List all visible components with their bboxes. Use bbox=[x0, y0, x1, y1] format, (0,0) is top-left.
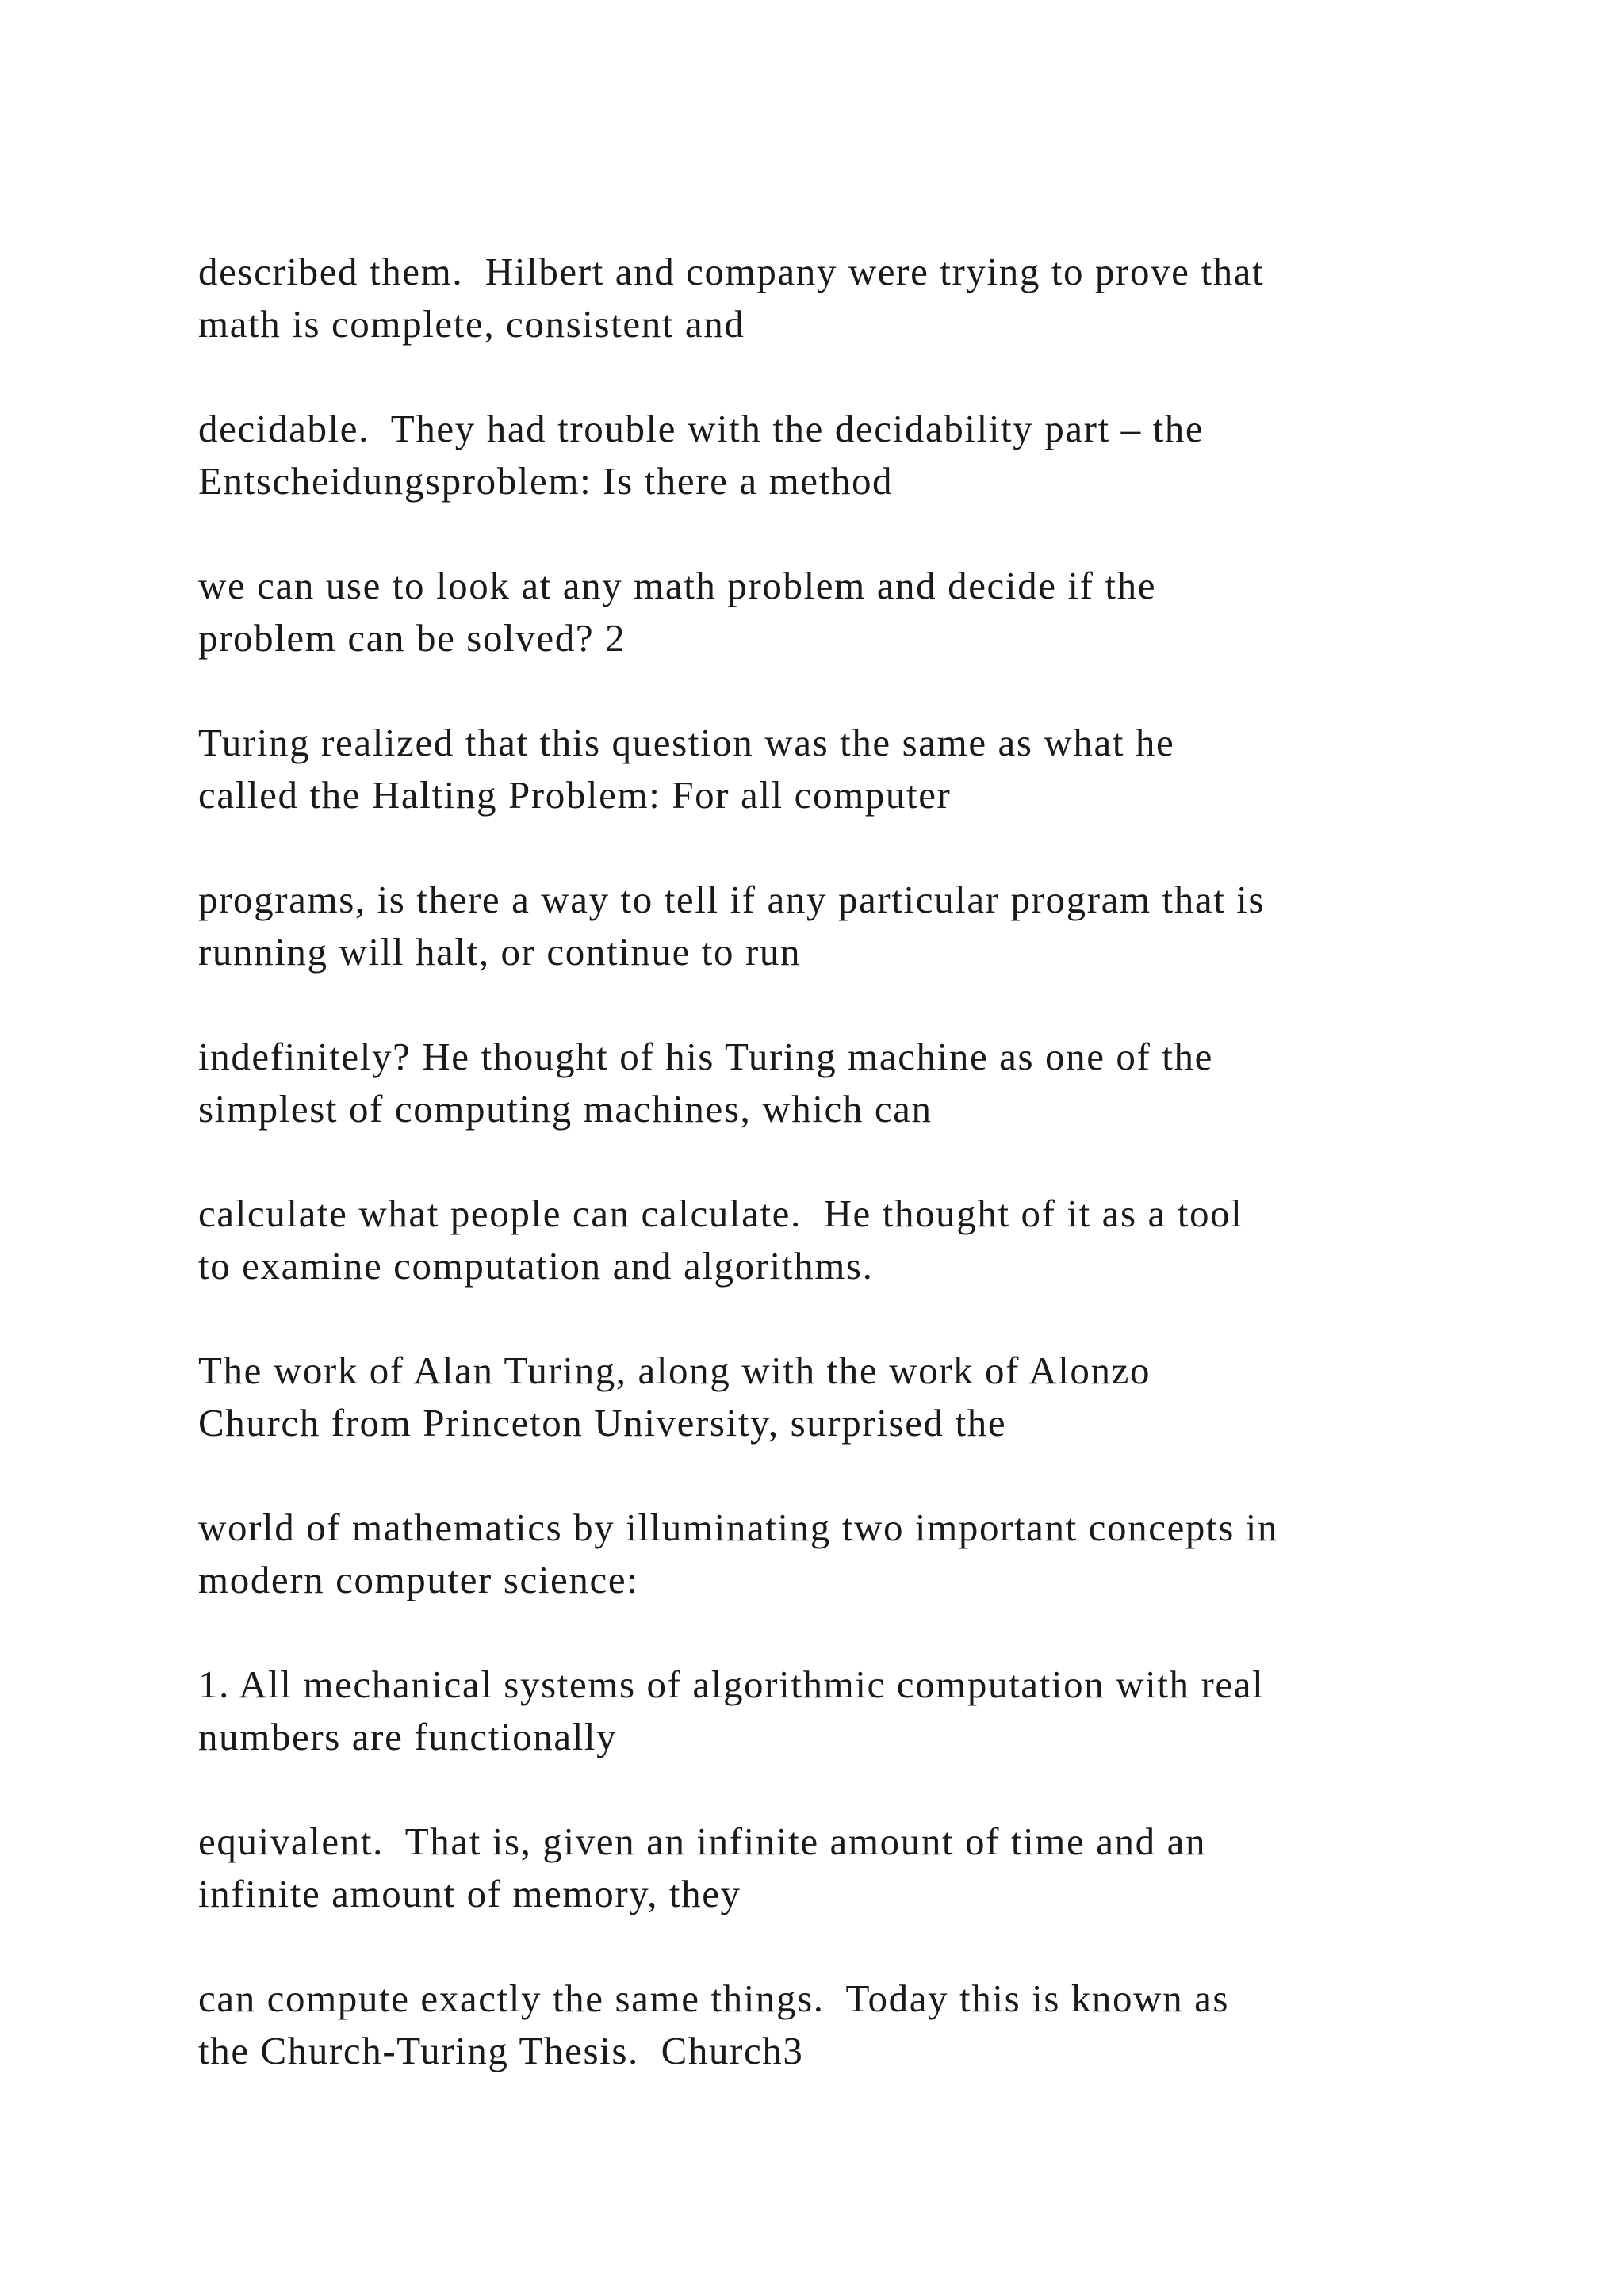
paragraph bbox=[198, 1502, 1499, 1606]
text-line: numbers are functionally bbox=[198, 1715, 618, 1758]
text-line: calculate what people can calculate. He thought of it as a tool bbox=[198, 1192, 1243, 1235]
text-line: programs, is there a way to tell if any particular program that is bbox=[198, 878, 1266, 921]
text-line: 1. All mechanical systems of algorithmic computation with real bbox=[198, 1663, 1265, 1706]
paragraph bbox=[198, 1659, 1499, 1763]
paragraph bbox=[198, 717, 1499, 821]
text-line: running will halt, or continue to run bbox=[198, 930, 802, 974]
text-line: infinite amount of memory, they bbox=[198, 1872, 741, 1915]
paragraph bbox=[198, 1031, 1499, 1135]
text-line: called the Halting Problem: For all computer bbox=[198, 773, 952, 817]
paragraph bbox=[198, 246, 1499, 350]
text-line: the Church-Turing Thesis. Church3 bbox=[198, 2029, 804, 2072]
text-line: simplest of computing machines, which can bbox=[198, 1087, 933, 1131]
paragraph bbox=[198, 1345, 1499, 1449]
text-line: described them. Hilbert and company were trying to prove that bbox=[198, 250, 1265, 293]
text-line: math is complete, consistent and bbox=[198, 302, 745, 346]
text-line: Entscheidungsproblem: Is there a method bbox=[198, 459, 894, 503]
text-line: equivalent. That is, given an infinite amount of time and an bbox=[198, 1820, 1207, 1863]
paragraph bbox=[198, 560, 1499, 664]
document-body bbox=[198, 246, 1499, 2130]
text-line: world of mathematics by illuminating two important concepts in bbox=[198, 1506, 1279, 1549]
text-line: modern computer science: bbox=[198, 1558, 639, 1601]
text-line: we can use to look at any math problem and decide if the bbox=[198, 564, 1157, 607]
paragraph bbox=[198, 874, 1499, 978]
text-line: can compute exactly the same things. Today this is known as bbox=[198, 1976, 1230, 2020]
text-line: indefinitely? He thought of his Turing machine as one of the bbox=[198, 1035, 1213, 1078]
text-line: decidable. They had trouble with the decidability part – the bbox=[198, 407, 1205, 450]
paragraph bbox=[198, 1973, 1499, 2077]
text-line: The work of Alan Turing, along with the work of Alonzo bbox=[198, 1349, 1151, 1392]
text-line: Turing realized that this question was the same as what he bbox=[198, 721, 1175, 764]
text-line: problem can be solved? 2 bbox=[198, 616, 626, 660]
paragraph bbox=[198, 1188, 1499, 1292]
text-line: to examine computation and algorithms. bbox=[198, 1244, 874, 1288]
paragraph bbox=[198, 1816, 1499, 1920]
paragraph bbox=[198, 403, 1499, 507]
text-line: Church from Princeton University, surprised the bbox=[198, 1401, 1007, 1445]
